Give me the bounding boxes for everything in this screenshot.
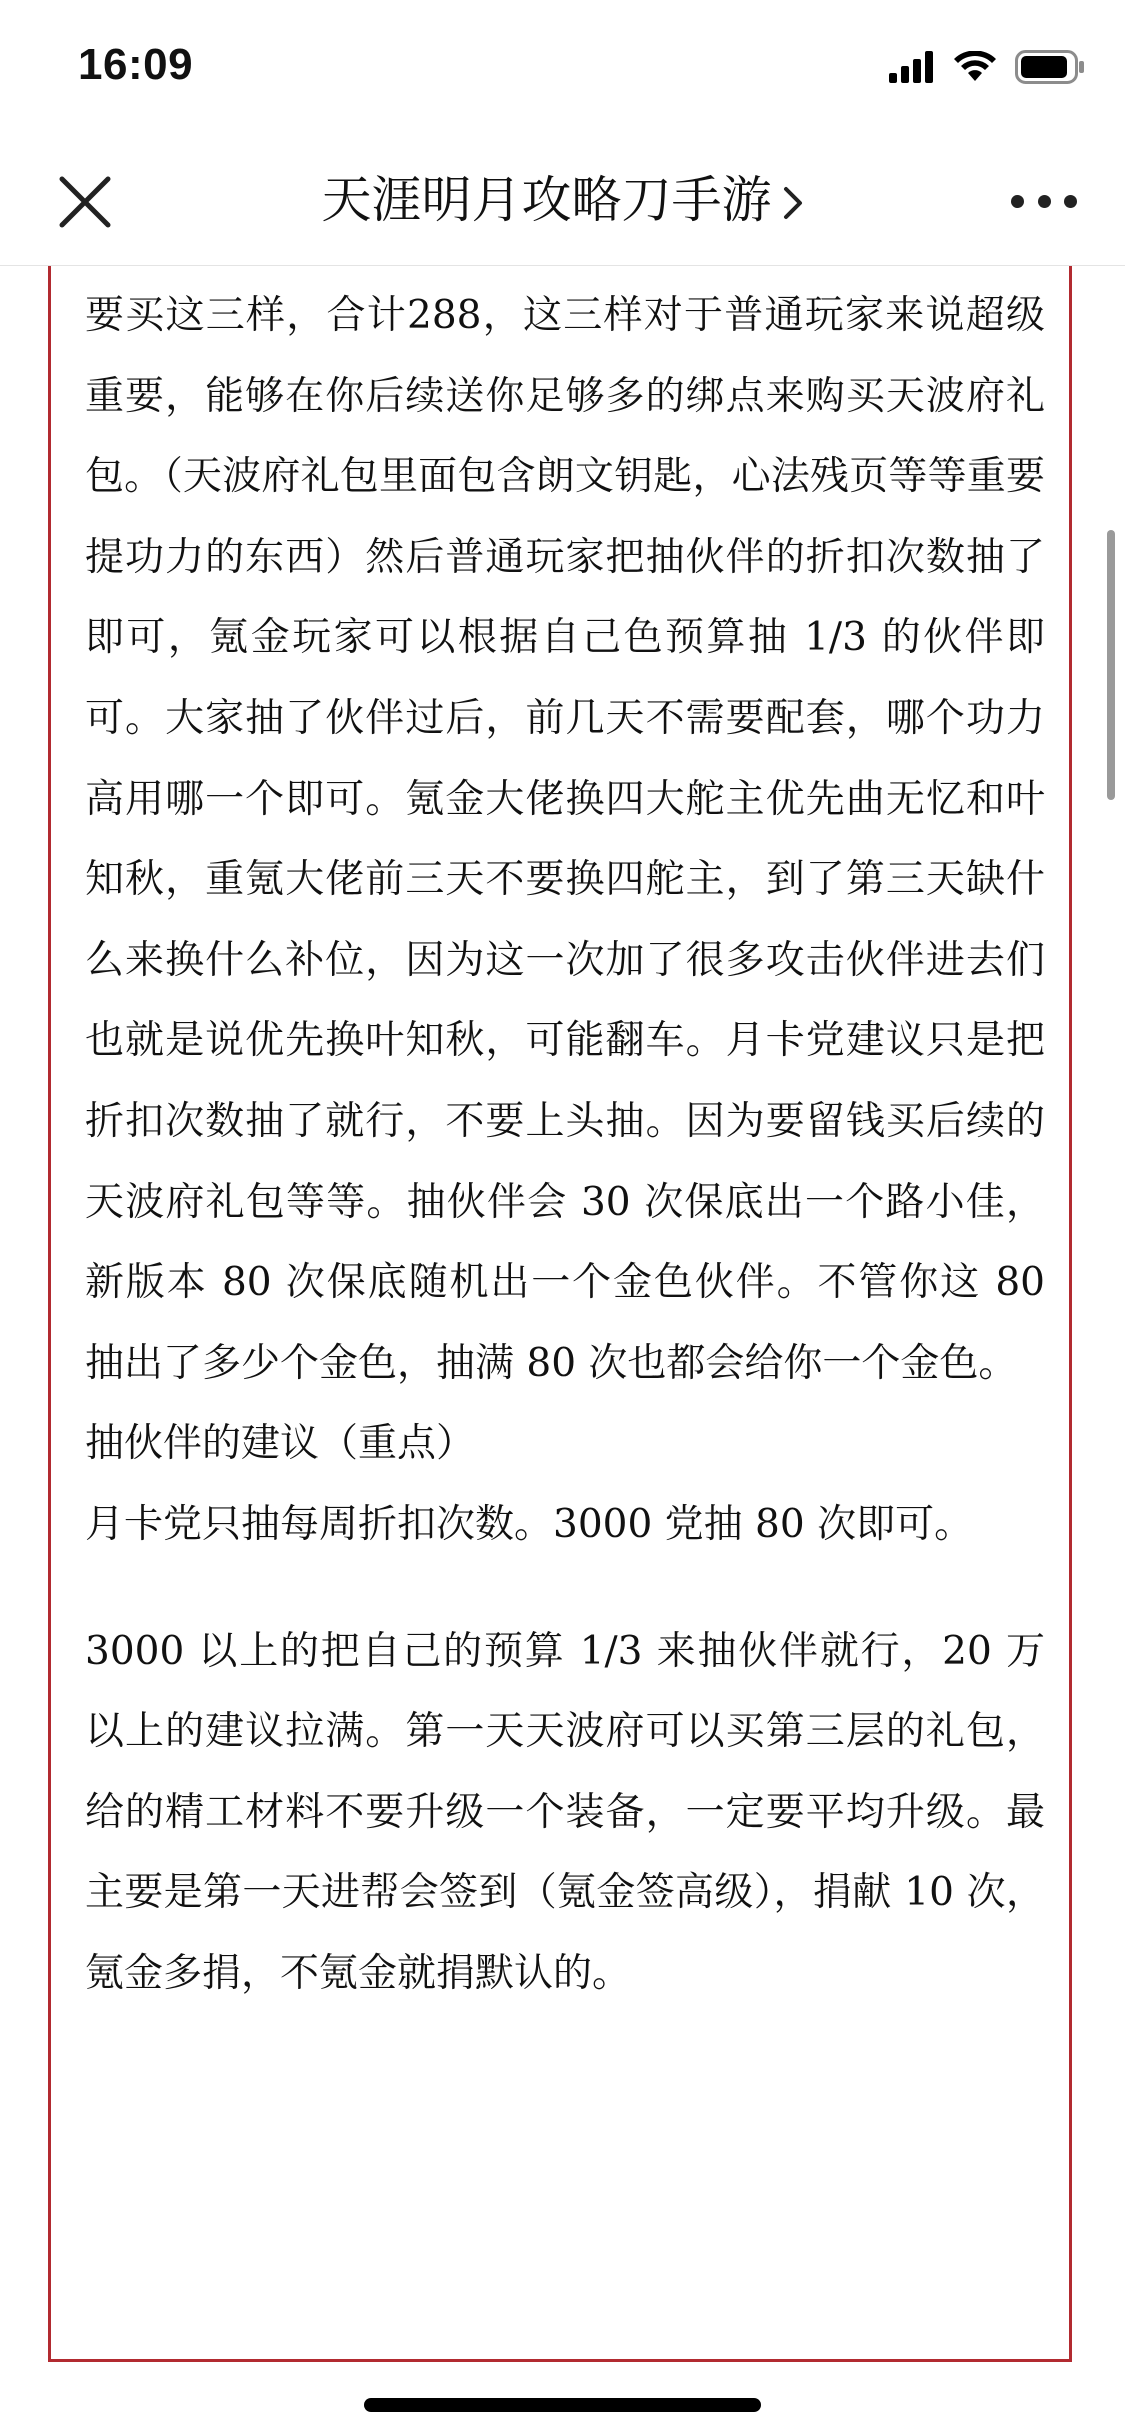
chevron-right-icon	[782, 169, 804, 239]
nav-bar	[0, 135, 1125, 266]
more-dot	[1064, 195, 1077, 208]
battery-icon	[1015, 50, 1085, 88]
article-body	[85, 276, 1045, 2014]
more-icon[interactable]	[1011, 193, 1077, 209]
status-icons	[889, 50, 1085, 88]
status-time: 16:09	[78, 40, 194, 89]
article-paragraph: 月卡党只抽每周折扣次数。3000 党抽 80 次即可。	[85, 1501, 974, 1547]
nav-title-link[interactable]	[0, 165, 1125, 239]
article-subheading: 抽伙伴的建议（重点）	[85, 1421, 476, 1467]
more-dot	[1038, 195, 1051, 208]
article-frame	[48, 266, 1072, 2362]
status-bar	[0, 0, 1125, 135]
signal-icon	[889, 51, 935, 87]
home-indicator[interactable]	[364, 2398, 761, 2412]
page-title: 天涯明月攻略刀手游	[321, 171, 772, 229]
article-paragraph: 3000 以上的把自己的预算 1/3 来抽伙伴就行，20 万以上的建议拉满。第一天天波府可以买第三层的礼包，给的精工材料不要升级一个装备，一定要平均升级。最主要是第一天进帮会签到（氪金签高级），捐献 10 次，氪金多捐，不氪金就捐默认的。	[85, 1628, 1045, 1996]
scrollbar[interactable]	[1107, 530, 1115, 800]
article-paragraph: 要买这三样，合计288，这三样对于普通玩家来说超级重要，能够在你后续送你足够多的绑点来购买天波府礼包。（天波府礼包里面包含朗文钥匙，心法残页等等重要提功力的东西）然后普通玩家把抽伙伴的折扣次数抽了即可，氪金玩家可以根据自己色预算抽 1/3 的伙伴即可。大家抽了伙伴过后，前几天不需要配套，哪个功力高用哪一个即可。氪金大佬换四大舵主优先曲无忆和叶知秋，重氪大佬前三天不要换四舵主，到了第三天缺什么来换什么补位，因为这一次加了很多攻击伙伴进去们也就是说优先换叶知秋，可能翻车。月卡党建议只是把折扣次数抽了就行，不要上头抽。因为要留钱买后续的天波府礼包等等。抽伙伴会 30 次保底出一个路小佳，新版本 80 次保底随机出一个金色伙伴。不管你这 80 抽出了多少个金色，抽满 80 次也都会给你一个金色。	[85, 293, 1045, 1386]
more-dot	[1011, 195, 1024, 208]
wifi-icon	[953, 51, 997, 87]
